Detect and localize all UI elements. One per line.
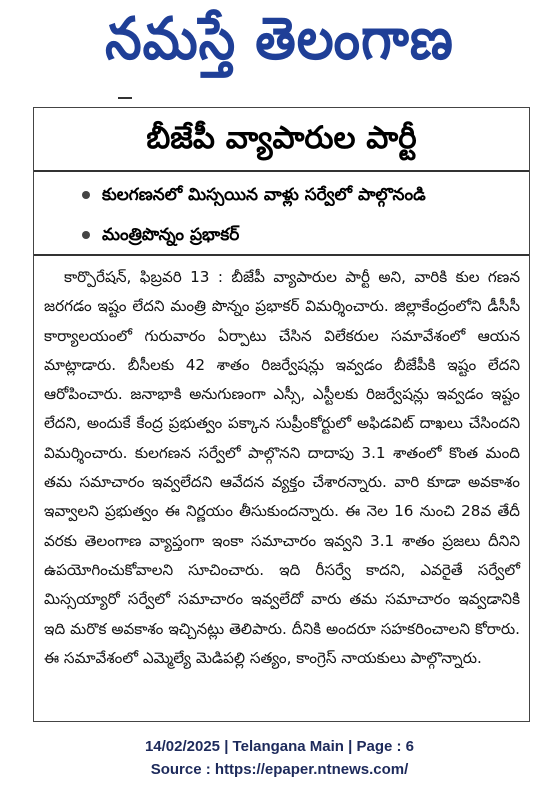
bullet-icon — [82, 231, 90, 239]
newspaper-masthead — [0, 0, 559, 92]
highlight-item — [82, 182, 522, 208]
crop-mark — [118, 97, 132, 107]
footer-date-edition: 14/02/2025 | Telangana Main | Page : 6 — [144, 738, 415, 755]
highlights-divider — [34, 254, 529, 256]
footer-source: Source : https://epaper.ntnews.com/ — [150, 761, 409, 778]
news-clipping — [33, 107, 530, 722]
headline-divider — [34, 170, 529, 172]
highlight-text: కులగణనలో మిస్సయిన వాళ్లు సర్వేలో పాల్గొనండి — [102, 185, 426, 205]
highlight-text: మంత్రిపొన్నం ప్రభాకర్ — [102, 225, 240, 245]
bullet-icon — [82, 191, 90, 199]
article-body: కార్పొరేషన్, ఫిబ్రవరి 13 : బీజేపీ వ్యాపారుల పార్టీ అని, వారికి కుల గణన జరగడం ఇష్టం లేదని మంత్రి పొన్నం ప్రభాకర్ విమర్శించారు. జిల్లాకేంద్రంలోని డీసీసీ కార్యాలయంలో గురువారం ఏర్పాటు చేసిన విలేకరుల సమావేశంలో ఆయన మాట్లాడారు. బీసీలకు 42 శాతం రిజర్వేషన్లు ఇవ్వడం బీజేపీకి ఇష్టం లేదని ఆరోపించారు. జనాభాకి అనుగుణంగా ఎస్సీ, ఎస్టీలకు రిజర్వేషన్లు ఇవ్వడం ఇష్టం లేదని, అందుకే కేంద్ర ప్రభుత్వం పక్కాన సుప్రీంకోర్టులో అఫిడవిట్ దాఖలు చేసిందని విమర్శించారు. కులగణన సర్వేలో పాల్గొనని దాదాపు 3.1 శాతంలో కొంత మంది తమ సమాచారం ఇవ్వలేదని ఆవేదన వ్యక్తం చేశారన్నారు. వారి కూడా అవకాశం ఇవ్వాలని ప్రభుత్వం ఈ నిర్ణయం తీసుకుందన్నారు. ఈ నెల 16 నుంచి 28వ తేదీ వరకు తెలంగాణ వ్యాప్తంగా ఇంకా సమాచారం ఇవ్వని 3.1 శాతం ప్రజలు దీనిని ఉపయోగించుకోవాలని సూచించారు. ఇది రీసర్వే కాదని, ఎవరైతే సర్వేలో మిస్సయ్యారో సర్వేలో సమాచారం ఇవ్వలేదో వారు తమ సమాచారం ఇవ్వడానికి ఇది మరొక అవకాశం ఇచ్చినట్లు తెలిపారు. దీనికి అందరూ సహకరించాలని కోరారు. ఈ సమావేశంలో ఎమ్మెల్యే మెడిపల్లి సత్యం, కాంగ్రెస్ నాయకులు పాల్గొన్నారు. — [44, 268, 520, 667]
highlight-item — [82, 222, 522, 248]
highlights-list — [82, 182, 522, 262]
article-headline: బీజేపీ వ్యాపారుల పార్టీ — [146, 120, 417, 156]
masthead-title: నమస్తే తెలంగాణ — [105, 5, 454, 73]
